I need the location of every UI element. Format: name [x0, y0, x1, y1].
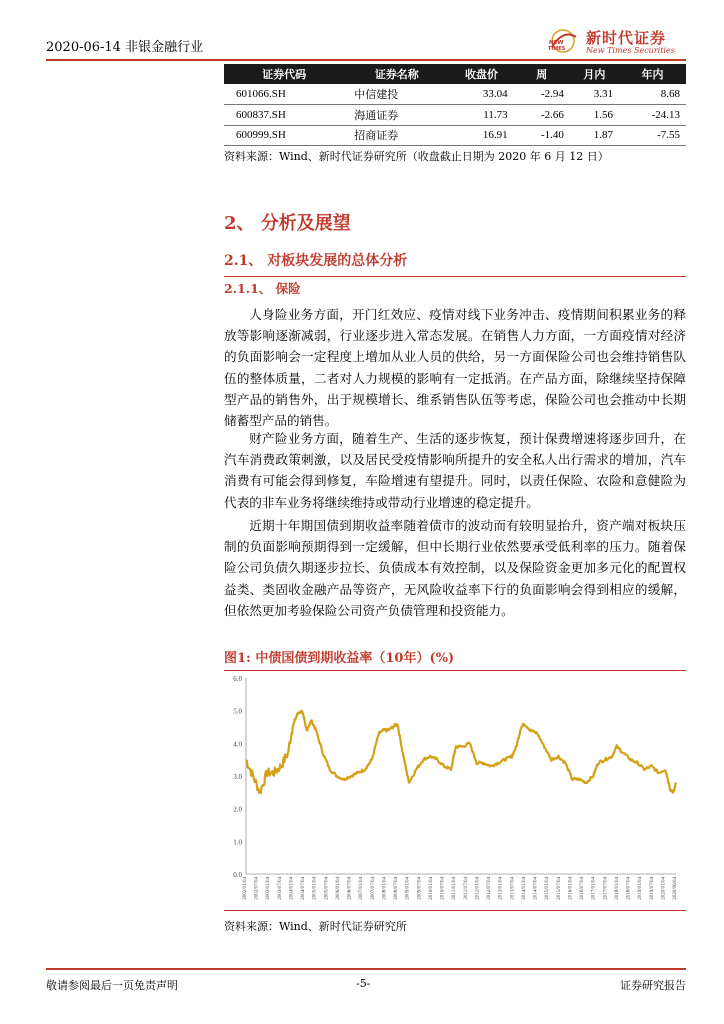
x-tick-label: 2006/07/04: [347, 877, 353, 900]
x-tick-label: 2012/01/04: [475, 877, 481, 900]
series-line: [246, 711, 676, 793]
x-tick-label: 2008/07/04: [394, 877, 400, 900]
x-tick-label: 2010/01/04: [428, 877, 434, 900]
x-tick-label: 2016/01/04: [568, 877, 574, 900]
sub-subsection-heading: 2.1.1、 保险: [224, 281, 301, 296]
cell-month: 1.87: [570, 125, 619, 146]
cell-close: 11.73: [449, 105, 513, 126]
cell-ytd: -24.13: [619, 105, 686, 126]
x-tick-label: 2010/07/04: [440, 877, 446, 900]
paragraph-bond-yield: 近期十年期国债到期收益率随着债市的波动而有较明显抬升，资产端对板块压制的负面影响预期得到一定缓解，但中长期行业依然要承受低利率的压力。随着保险公司负债久期逐步拉长、负债成本有效控制，以及保险资金更加多元化的配置权益类、类固收金融产品等资产，无风险收益率下行的负面影响会得到相应的缓解，但依然更加考验保险公司资产负债管理和投资能力。: [224, 518, 686, 618]
page-number: -5-: [356, 977, 371, 990]
y-tick-label: 5.0: [233, 707, 242, 716]
cell-week: -1.40: [514, 125, 570, 146]
section-heading: 2、 分析及展望: [224, 213, 351, 234]
x-tick-label: 2003/01/04: [266, 877, 272, 900]
y-tick-label: 3.0: [233, 773, 242, 781]
cell-code: 600837.SH: [224, 105, 344, 126]
company-logo: [546, 27, 686, 59]
cell-code: 601066.SH: [224, 84, 344, 105]
header-date-sector: 2020-06-14 非银金融行业: [46, 40, 204, 55]
yield-chart-svg: [224, 672, 686, 910]
header-divider: [46, 59, 686, 61]
cell-close: 16.91: [449, 125, 513, 146]
subsection-heading: 2.1、 对板块发展的总体分析: [224, 250, 686, 277]
cell-month: 3.31: [570, 84, 619, 105]
x-tick-label: 2014/07/04: [533, 877, 539, 900]
x-tick-label: 2012/07/04: [487, 877, 493, 900]
x-tick-label: 2009/01/04: [405, 877, 411, 900]
y-tick-label: 2.0: [233, 805, 242, 814]
footer-disclaimer: 敬请参阅最后一页免责声明: [46, 979, 178, 992]
x-tick-label: 2007/01/04: [359, 877, 365, 900]
footer-divider: [46, 968, 686, 970]
cell-name: 海通证券: [344, 105, 449, 126]
x-tick-label: 2002/01/04: [243, 877, 248, 900]
x-tick-label: 2018/01/04: [614, 877, 620, 900]
y-tick-label: 4.0: [233, 740, 242, 749]
x-tick-label: 2011/01/04: [452, 877, 458, 900]
x-tick-label: 2013/01/04: [498, 877, 504, 900]
cell-name: 中信建投: [344, 84, 449, 105]
x-tick-label: 2020/06/04: [673, 877, 678, 900]
x-tick-label: 2015/07/04: [556, 877, 562, 900]
page-header: [46, 31, 686, 61]
paragraph-life-insurance: 人身险业务方面，开门红效应、疫情对线下业务冲击、疫情期间积累业务的释放等影响逐渐减弱，行业逐步进入常态发展。在销售人力方面，一方面疫情对经济的负面影响会一定程度上增加从业人员的供给，另一方面保险公司也会维持销售队伍的整体质量，二者对人力规模的影响有一定抵消。在产品方面，除继续坚持保障型产品的销售外，出于规模增长、维系销售队伍等考虑，保险公司也会推动中长期储蓄型产品的销售。: [224, 307, 686, 429]
x-tick-label: 2008/01/04: [382, 877, 388, 900]
x-tick-label: 2007/07/04: [370, 877, 376, 900]
x-tick-label: 2006/01/04: [335, 877, 341, 900]
cell-week: -2.94: [514, 84, 570, 105]
x-tick-label: 2005/07/04: [324, 877, 330, 900]
col-header-week: 周: [514, 64, 570, 84]
x-tick-label: 2019/01/04: [638, 877, 644, 900]
yield-chart: [224, 672, 686, 910]
col-header-close: 收盘价: [449, 64, 513, 84]
stock-performance-table: [224, 64, 686, 146]
cell-code: 600999.SH: [224, 125, 344, 146]
x-tick-label: 2003/07/04: [277, 877, 283, 900]
x-tick-label: 2004/01/04: [289, 877, 295, 900]
y-tick-label: 1.0: [233, 838, 242, 847]
logo-mark-icon: [546, 27, 584, 57]
table-header-row: [224, 64, 686, 84]
x-tick-label: 2005/01/04: [312, 877, 318, 900]
svg-text:TIMES: TIMES: [548, 46, 566, 52]
table-source-note: 资料来源：Wind、新时代证券研究所（收盘截止日期为 2020 年 6 月 12 日）: [224, 150, 609, 163]
x-tick-label: 2018/07/04: [626, 877, 632, 900]
x-tick-label: 2002/07/04: [254, 877, 260, 900]
cell-week: -2.66: [514, 105, 570, 126]
cell-close: 33.04: [449, 84, 513, 105]
col-header-month: 月内: [570, 64, 619, 84]
footer-report-type: 证券研究报告: [620, 979, 686, 992]
col-header-code: 证券代码: [224, 64, 344, 84]
x-tick-label: 2009/07/04: [417, 877, 423, 900]
cell-month: 1.56: [570, 105, 619, 126]
x-tick-label: 2017/01/04: [591, 877, 597, 900]
x-tick-label: 2015/01/04: [545, 877, 551, 900]
cell-ytd: 8.68: [619, 84, 686, 105]
x-tick-label: 2019/07/04: [649, 877, 655, 900]
y-tick-label: 0.0: [233, 871, 242, 879]
col-header-ytd: 年内: [619, 64, 686, 84]
y-tick-label: 6.0: [233, 675, 242, 683]
figure-source-note: 资料来源：Wind、新时代证券研究所: [224, 920, 407, 933]
x-tick-label: 2020/01/04: [661, 877, 667, 900]
x-tick-label: 2017/07/04: [603, 877, 609, 900]
paragraph-property-insurance: 财产险业务方面，随着生产、生活的逐步恢复，预计保费增速将逐步回升，在汽车消费政策刺激，以及居民受疫情影响所提升的安全私人出行需求的增加，汽车消费有可能会得到修复，车险增速有望提升。同时，以责任保险、农险和意健险为代表的非车业务将继续维持或带动行业增速的稳定提升。: [224, 431, 686, 510]
table-row: [224, 125, 686, 146]
svg-text:NEW: NEW: [549, 40, 564, 46]
col-header-name: 证券名称: [344, 64, 449, 84]
table-row: [224, 105, 686, 126]
cell-ytd: -7.55: [619, 125, 686, 146]
x-tick-label: 2011/07/04: [463, 877, 469, 900]
table-row: [224, 84, 686, 105]
logo-english-name: New Times Securities: [586, 46, 675, 55]
x-tick-label: 2014/01/04: [521, 877, 527, 900]
cell-name: 招商证券: [344, 125, 449, 146]
x-tick-label: 2013/07/04: [510, 877, 516, 900]
x-tick-label: 2016/07/04: [580, 877, 586, 900]
logo-chinese-name: 新时代证券: [586, 29, 667, 47]
figure-title: 图1: 中债国债到期收益率（10年）(%): [224, 647, 686, 671]
figure-bottom-divider: [224, 910, 686, 911]
x-tick-label: 2004/07/04: [301, 877, 307, 900]
